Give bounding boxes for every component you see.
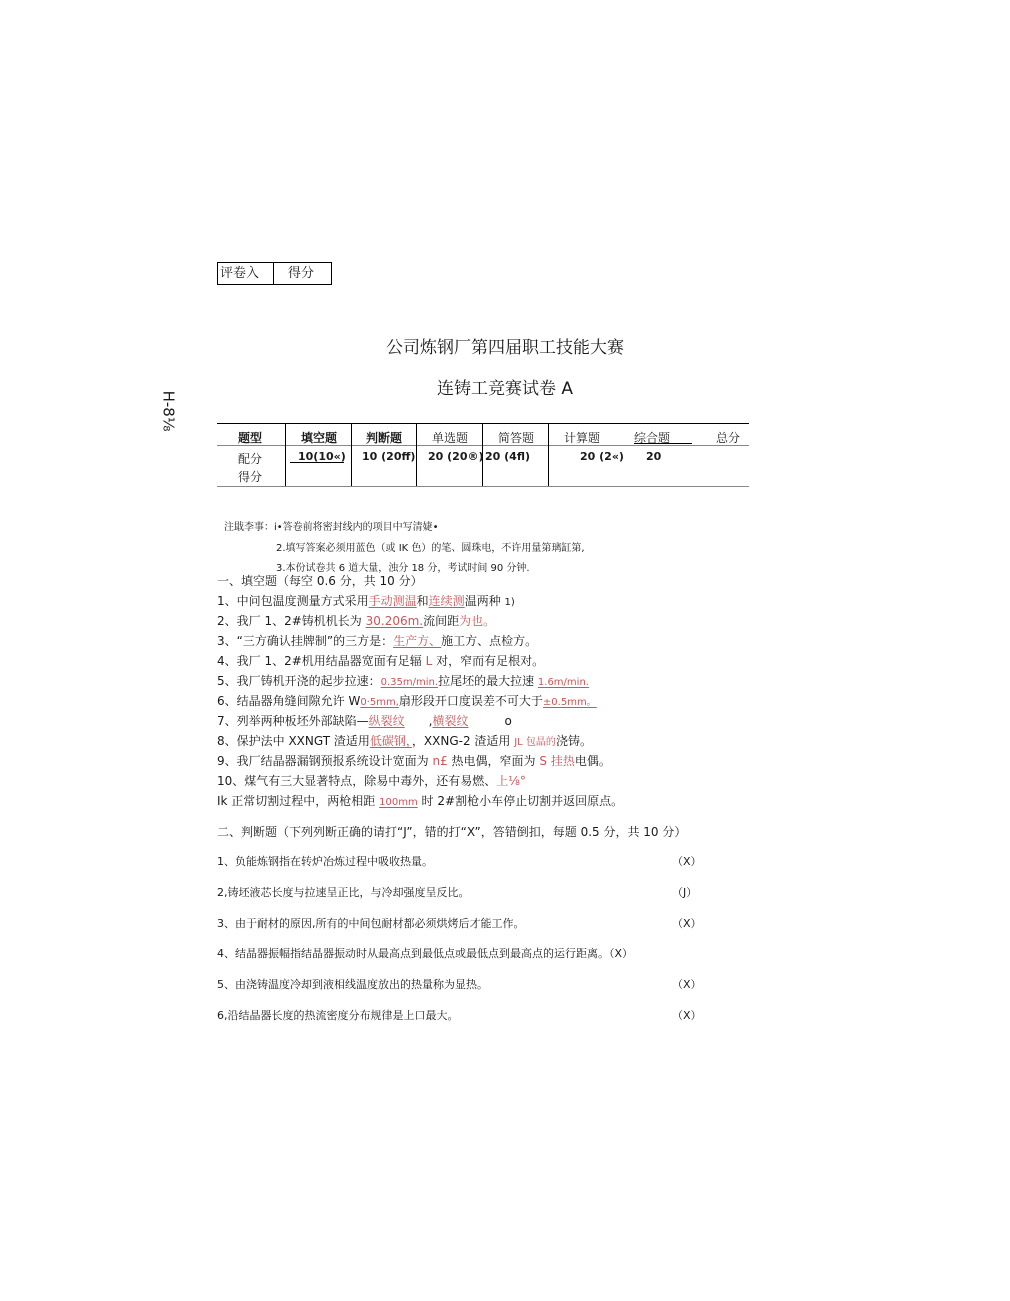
table-cell: 20 (2«) xyxy=(580,450,624,463)
question-5: 5、我厂铸机开浇的起步拉速：0.35m/min.拉尾坯的最大拉速 1.6m/min. xyxy=(217,674,589,688)
table-header: 判断题 xyxy=(366,431,403,445)
notice-line-1: 注戢李事：i•答卷前将密封线内的项目中写清婕• xyxy=(224,522,439,533)
section-heading: 一、填空题（每空 0.6 分，共 10 分） xyxy=(217,574,423,588)
judge-mark: （X） xyxy=(672,1009,702,1022)
table-cell: 20 xyxy=(646,450,662,463)
judge-mark: （J） xyxy=(672,886,698,899)
judge-item: 4、结晶器振幅指结晶器振动时从最高点到最低点或最低点到最高点的运行距离。（X） xyxy=(217,947,634,960)
question-9: 9、我厂结晶器漏钢预报系统设计宽面为 n£ 热电偶，窄面为 S 挂热电偶。 xyxy=(217,754,611,768)
table-header: 综合题 xyxy=(634,431,671,445)
table-cell: 10 (20ff) xyxy=(362,450,416,463)
score-label: 得分 xyxy=(288,266,315,281)
question-4: 4、我厂 1、2#机用结晶器宽面有足辐 L 对，窄而有足根对。 xyxy=(217,654,545,668)
question-8: 8、保护法中 XXNGT 渣适用低碳钢，，XXNG-2 渣适用 JL 包晶的浇铸。 xyxy=(217,734,592,748)
section-heading: 二、判断题（下列列断正确的请打“J”，错的打“X”，答错倒扣，每题 0.5 分，共 10 分） xyxy=(217,825,687,839)
judge-mark: （X） xyxy=(672,978,702,991)
table-header: 单选题 xyxy=(432,431,469,445)
question-6: 6、结晶器角缝间隙允许 W0·5mm,扇形段开口度误差不可大于±0.5mm。 xyxy=(217,694,597,708)
cell-underline xyxy=(290,462,344,463)
header-underline xyxy=(634,443,692,444)
table-divider xyxy=(285,423,286,486)
table-cell: 10(10«) xyxy=(298,450,346,463)
table-header: 计算题 xyxy=(564,431,601,445)
side-mark: H-8⅛ xyxy=(159,390,178,432)
judge-item: 1、负能炼钢指在转炉冶炼过程中吸收热量。 xyxy=(217,855,433,868)
question-1: 1、中问包温度测量方式采用手动测温和连续测温两种 1) xyxy=(217,594,515,608)
question-10: 10、煤气有三大显著特点，除易中毒外，还有易燃、上⅛° xyxy=(217,774,526,788)
table-border-top xyxy=(217,423,749,424)
judge-item: 3、由于耐材的原因,所有的中间包耐材都必须烘烤后才能工作。 xyxy=(217,917,525,930)
judge-item: 5、由浇铸温度冷却到液相线温度放出的热量称为显热。 xyxy=(217,978,488,991)
table-border-bottom xyxy=(217,486,749,487)
question-7: 7、列举两种板坯外部缺陷—纵裂纹 ,横裂纹 o xyxy=(217,714,512,728)
page-subtitle: 连铸工竞赛试卷 A xyxy=(436,379,574,399)
table-cell: 20 (4fl) xyxy=(485,450,530,463)
question-3: 3、“三方确认挂牌制”的三方是：生产方、施工方、点检方。 xyxy=(217,634,538,648)
table-header: 简答题 xyxy=(498,431,535,445)
question-2: 2、我厂 1、2#铸机机长为 30.206m.流间距为也。 xyxy=(217,614,496,628)
page-title: 公司炼钢厂第四届职工技能大赛 xyxy=(386,338,624,358)
table-divider xyxy=(351,423,352,486)
row-label: 配分 xyxy=(238,452,263,466)
table-header: 题型 xyxy=(238,431,263,445)
notice-line-2: 2.填写答案必须用蓝色（或 IK 色）的笔、圆珠电，不许用量第璃缸第, xyxy=(276,543,585,554)
table-header: 总分 xyxy=(716,431,741,445)
reviewer-score-box xyxy=(217,262,332,285)
row-label: 得分 xyxy=(238,470,263,484)
table-divider xyxy=(548,423,549,486)
reviewer-label: 评卷入 xyxy=(218,263,274,284)
judge-mark: （X） xyxy=(672,917,702,930)
question-11: Ik 正常切割过程中，两枪相距 100mm 时 2#割枪小车停止切割并返回原点。 xyxy=(217,794,624,808)
judge-item: 6,沿结晶器长度的热流密度分布规律是上口最大。 xyxy=(217,1009,459,1022)
judge-mark: （X） xyxy=(672,855,702,868)
table-cell: 20 (20®) xyxy=(428,450,484,463)
notice-line-3: 3.本份试卷共 6 道大量，浊分 18 分，考试时间 90 分钟. xyxy=(276,563,530,574)
table-header: 填空题 xyxy=(301,431,338,445)
table-divider xyxy=(416,423,417,486)
judge-item: 2,铸坯液芯长度与拉速呈正比，与冷却强度呈反比。 xyxy=(217,886,470,899)
